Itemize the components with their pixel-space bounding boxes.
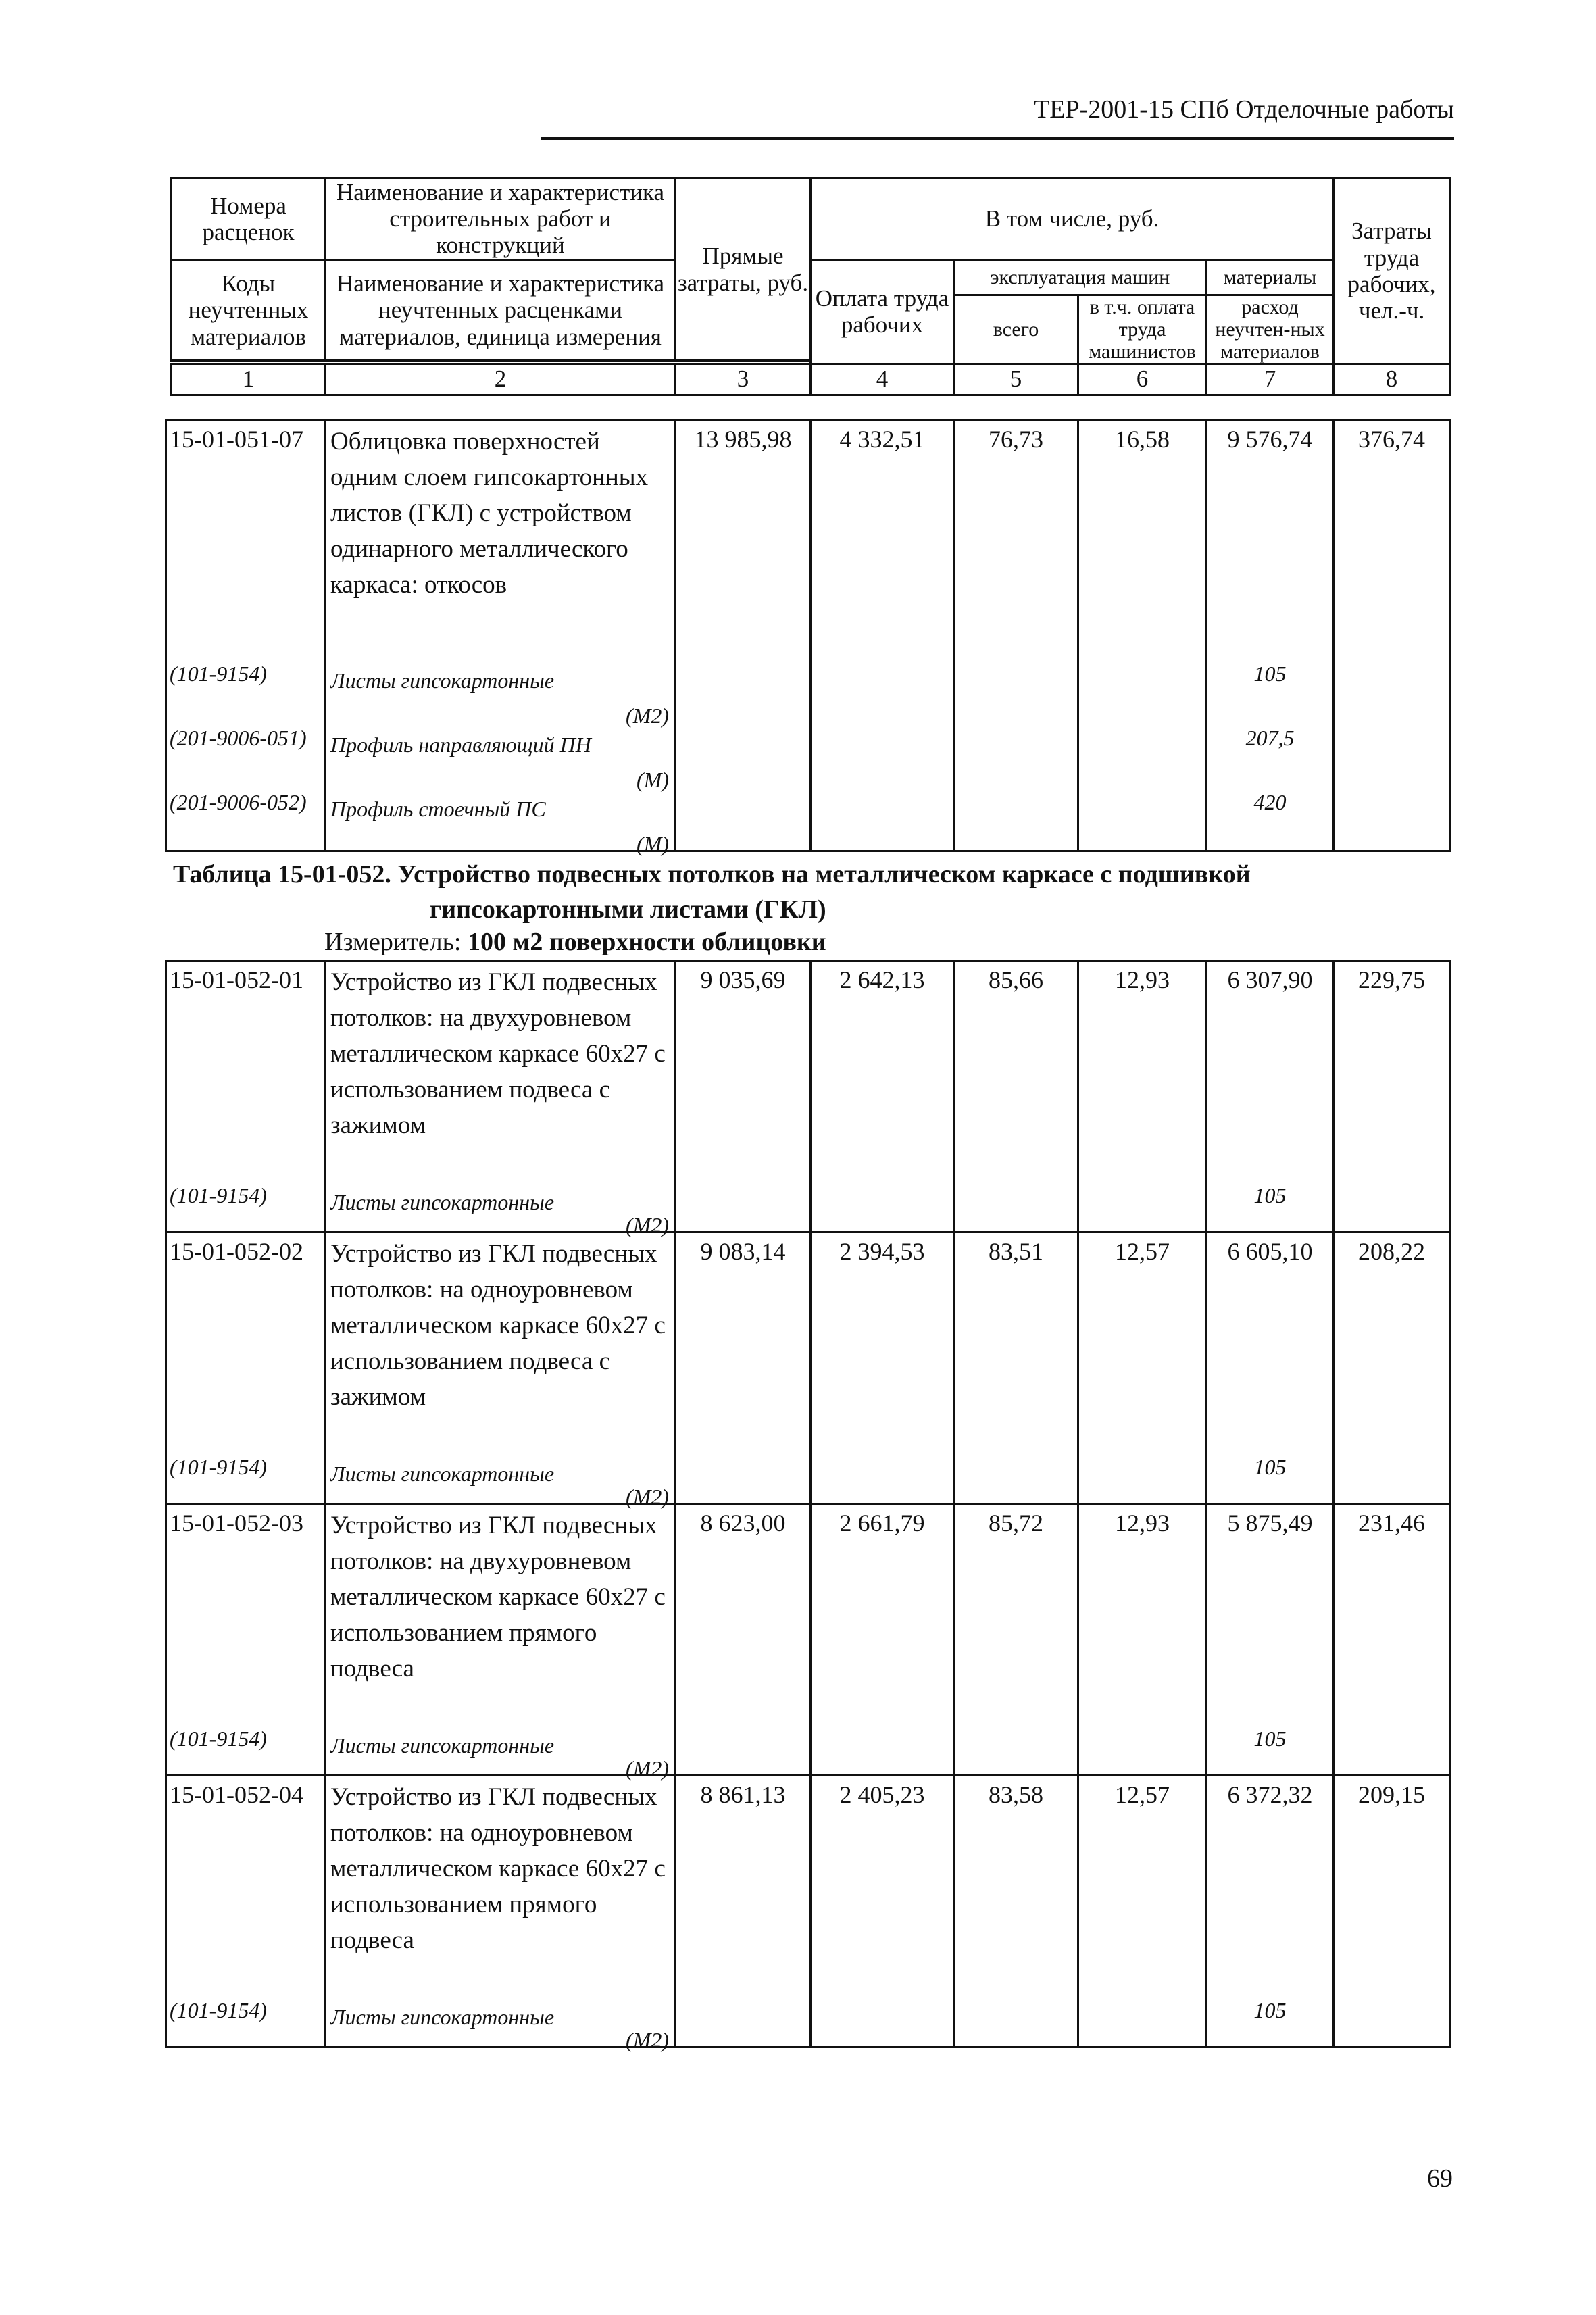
direct-costs: 8 623,00	[676, 1504, 811, 1776]
labor-hours: 231,46	[1334, 1504, 1450, 1776]
col-material-name-header: Наименование и характеристика неучтенных расценками материалов, единица измерения	[326, 259, 676, 361]
material-code: (101-9154)	[170, 1998, 267, 2022]
material-qty: 105	[1253, 1183, 1287, 1208]
col-number-7: 7	[1207, 364, 1334, 395]
rate-code: 15-01-052-01	[170, 966, 303, 993]
machines-total: 83,58	[954, 1776, 1078, 2047]
material-code: (101-9154)	[170, 1455, 267, 1479]
machinist-pay: 12,57	[1078, 1776, 1207, 2047]
table-row	[166, 1776, 1450, 2047]
col-number-1: 1	[172, 364, 326, 395]
machinist-pay: 12,93	[1078, 1504, 1207, 1776]
materials-cost: 5 875,49	[1227, 1510, 1313, 1537]
machinist-pay: 16,58	[1078, 420, 1207, 851]
machines-total: 76,73	[954, 420, 1078, 851]
material-code: (201-9006-051)	[170, 726, 307, 750]
material-unit: (M2)	[626, 2028, 669, 2052]
col-machines-total-header: всего	[954, 295, 1078, 364]
col-work-name-header: Наименование и характеристика строительных работ и конструкций	[326, 178, 676, 260]
material-qty: 105	[1253, 1726, 1287, 1751]
measurer-label: Измеритель:	[324, 928, 462, 956]
col-labor-pay-header: Оплата труда рабочих	[811, 259, 954, 364]
col-materials-header: материалы	[1207, 259, 1334, 295]
measurer	[324, 927, 826, 957]
col-number-2: 2	[326, 364, 676, 395]
col-number-8: 8	[1334, 364, 1450, 395]
material-name: Листы гипсокартонные	[330, 1190, 555, 1214]
col-machines-header: эксплуатация машин	[954, 259, 1207, 295]
material-unit: (M2)	[626, 1756, 669, 1781]
rates-table-051	[165, 419, 1451, 856]
labor-pay: 4 332,51	[811, 420, 954, 851]
work-name: Облицовка поверхностей одним слоем гипсокартонных листов (ГКЛ) с устройством одинарного металлического каркаса: откосов	[330, 428, 649, 599]
rate-code: 15-01-052-04	[170, 1781, 303, 1808]
col-labor-hours-header: Затраты труда рабочих, чел.-ч.	[1334, 178, 1450, 364]
material-name: Листы гипсокартонные	[330, 2005, 555, 2029]
table-row	[166, 420, 1450, 851]
table-caption	[173, 857, 1251, 927]
rate-code: 15-01-052-03	[170, 1510, 303, 1537]
machines-total: 85,66	[954, 961, 1078, 1233]
work-name: Устройство из ГКЛ подвесных потолков: на одноуровневом металлическом каркасе 60х27 с использованием прямого подвеса	[330, 1783, 666, 1954]
document-header-title: ТЕР-2001-15 СПб Отделочные работы	[1034, 95, 1454, 124]
material-code: (201-9006-052)	[170, 790, 307, 814]
material-qty: 105	[1253, 662, 1287, 686]
rate-code: 15-01-052-02	[170, 1238, 303, 1265]
col-rate-numbers-header: Номера расценок	[172, 178, 326, 260]
table-row	[166, 1233, 1450, 1504]
table-row	[166, 1504, 1450, 1776]
material-qty: 420	[1253, 790, 1287, 814]
header-rule	[541, 137, 1454, 140]
materials-cost: 6 307,90	[1227, 966, 1313, 993]
material-qty: 207,5	[1245, 726, 1295, 750]
col-number-5: 5	[954, 364, 1078, 395]
labor-hours: 208,22	[1334, 1233, 1450, 1504]
machinist-pay: 12,57	[1078, 1233, 1207, 1504]
material-name: Листы гипсокартонные	[330, 668, 555, 693]
work-name: Устройство из ГКЛ подвесных потолков: на двухуровневом металлическом каркасе 60х27 с использованием прямого подвеса	[330, 1512, 666, 1683]
col-direct-costs-header: Прямые затраты, руб.	[676, 178, 811, 361]
column-header-table	[170, 177, 1451, 396]
materials-cost: 6 605,10	[1227, 1238, 1313, 1265]
rate-code: 15-01-051-07	[170, 426, 303, 453]
labor-pay: 2 642,13	[811, 961, 954, 1233]
materials-cost: 9 576,74	[1227, 426, 1313, 453]
labor-hours: 376,74	[1334, 420, 1450, 851]
direct-costs: 13 985,98	[676, 420, 811, 851]
machinist-pay: 12,93	[1078, 961, 1207, 1233]
table-row	[166, 961, 1450, 1233]
machines-total: 85,72	[954, 1504, 1078, 1776]
col-number-3: 3	[676, 364, 811, 395]
work-name: Устройство из ГКЛ подвесных потолков: на двухуровневом металлическом каркасе 60х27 с использованием подвеса с зажимом	[330, 968, 666, 1139]
material-code: (101-9154)	[170, 1183, 267, 1208]
direct-costs: 9 035,69	[676, 961, 811, 1233]
col-unaccounted-materials-header: расход неучтен-ных материалов	[1207, 295, 1334, 364]
labor-pay: 2 394,53	[811, 1233, 954, 1504]
material-name: Листы гипсокартонные	[330, 1733, 555, 1758]
material-name: Листы гипсокартонные	[330, 1462, 555, 1486]
col-number-4: 4	[811, 364, 954, 395]
material-qty: 105	[1253, 1455, 1287, 1479]
direct-costs: 8 861,13	[676, 1776, 811, 2047]
col-material-codes-header: Коды неучтенных материалов	[172, 259, 326, 361]
material-code: (101-9154)	[170, 1726, 267, 1751]
material-unit: (M2)	[626, 703, 669, 728]
col-machinist-pay-header: в т.ч. оплата труда машинистов	[1078, 295, 1207, 364]
machines-total: 83,51	[954, 1233, 1078, 1504]
material-code: (101-9154)	[170, 662, 267, 686]
direct-costs: 9 083,14	[676, 1233, 811, 1504]
labor-pay: 2 405,23	[811, 1776, 954, 2047]
material-name: Профиль направляющий ПН	[330, 732, 591, 757]
rates-table-052	[165, 960, 1451, 2052]
material-qty: 105	[1253, 1998, 1287, 2022]
table-caption-line-1: Таблица 15-01-052. Устройство подвесных потолков на металлическом каркасе с подшивкой	[173, 860, 1251, 889]
materials-cost: 6 372,32	[1227, 1781, 1313, 1808]
measurer-value: 100 м2 поверхности облицовки	[468, 928, 826, 956]
material-unit: (M)	[637, 768, 669, 792]
material-unit: (M2)	[626, 1485, 669, 1509]
material-unit: (M)	[637, 832, 669, 856]
labor-hours: 229,75	[1334, 961, 1450, 1233]
labor-hours: 209,15	[1334, 1776, 1450, 2047]
work-name: Устройство из ГКЛ подвесных потолков: на одноуровневом металлическом каркасе 60х27 с использованием подвеса с зажимом	[330, 1240, 666, 1411]
material-name: Профиль стоечный ПС	[330, 797, 546, 821]
page-number: 69	[1427, 2164, 1453, 2193]
labor-pay: 2 661,79	[811, 1504, 954, 1776]
material-unit: (M2)	[626, 1213, 669, 1237]
table-caption-line-2: гипсокартонными листами (ГКЛ)	[430, 895, 826, 924]
col-including-header: В том числе, руб.	[811, 178, 1334, 260]
col-number-6: 6	[1078, 364, 1207, 395]
